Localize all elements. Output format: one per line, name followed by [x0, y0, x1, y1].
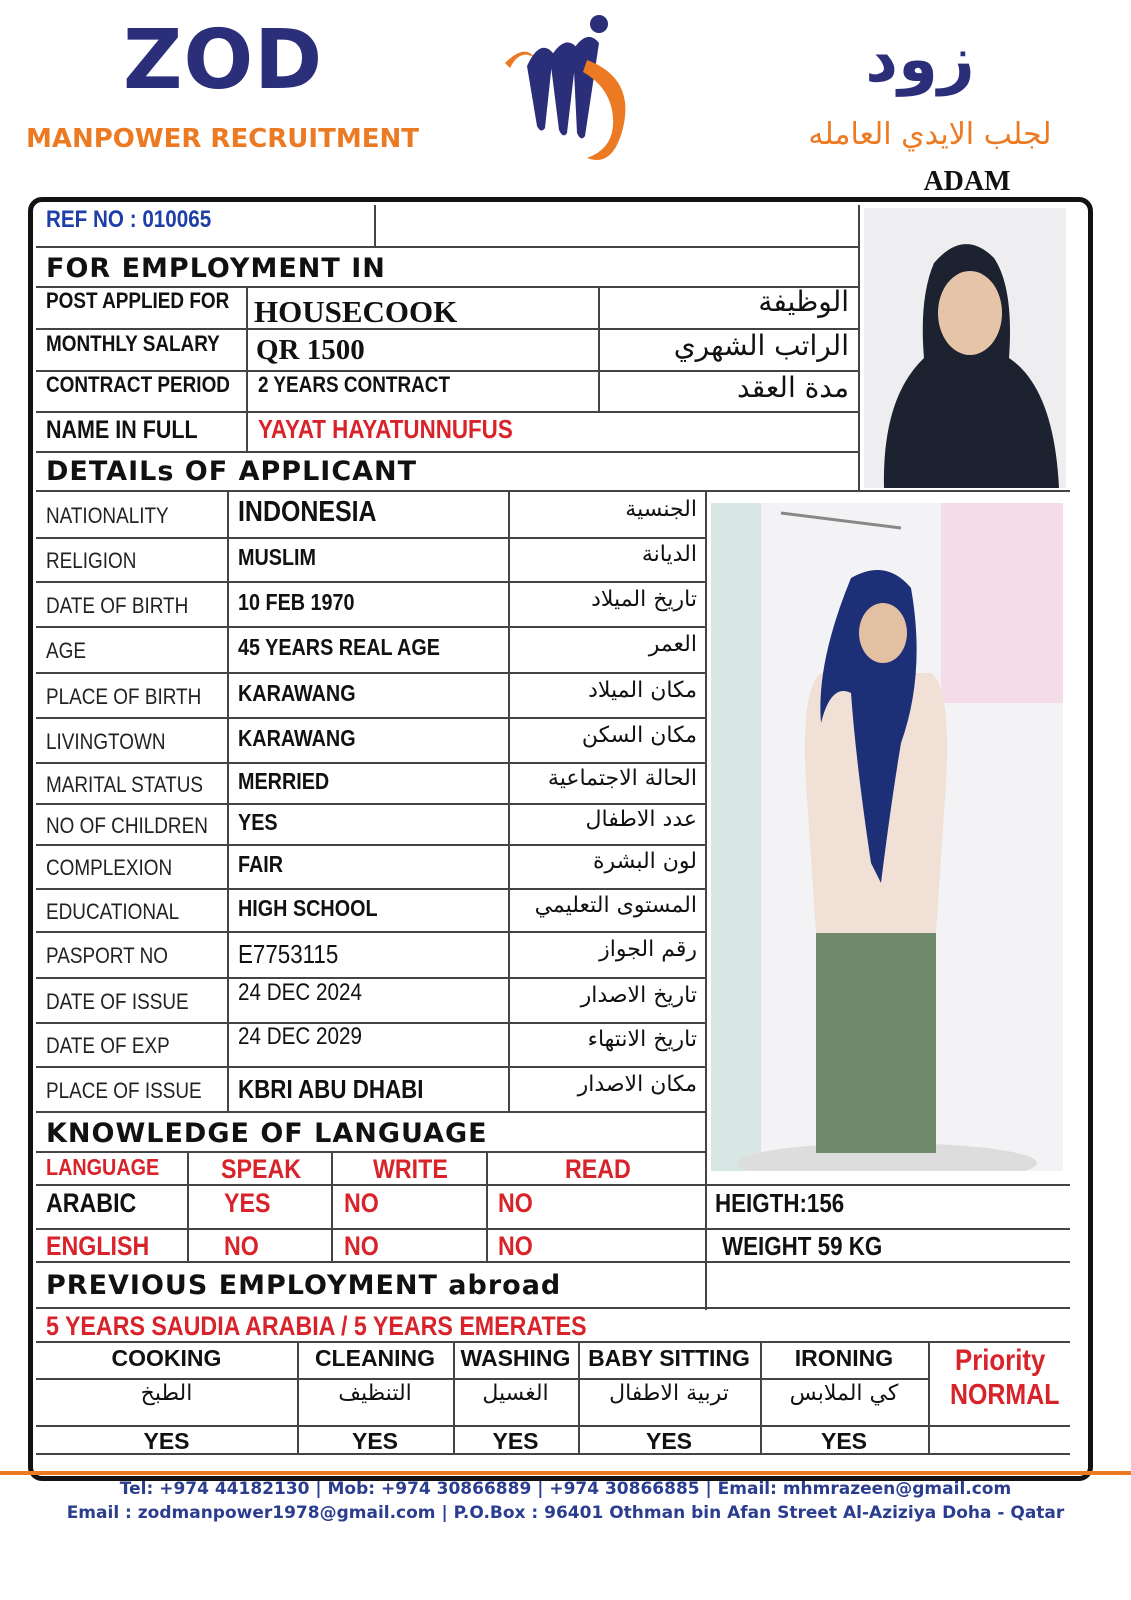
- footer-address-line: Email : zodmanpower1978@gmail.com | P.O.Box : 96401 Othman bin Afan Street Al-Aziziya Doha - Qatar: [66, 1503, 1065, 1523]
- skill-value: YES: [351, 1428, 399, 1454]
- skill-name-ar: الطبخ: [140, 1381, 193, 1406]
- row-divider: [36, 672, 706, 674]
- skill-name: CLEANING: [314, 1345, 436, 1371]
- detail-label: MARITAL STATUS: [46, 772, 203, 797]
- detail-label: PASPORT NO: [46, 943, 168, 968]
- language-heading: KNOWLEDGE OF LANGUAGE: [46, 1118, 488, 1149]
- agent-name: ADAM: [923, 166, 1011, 197]
- detail-label-ar: الحالة الاجتماعية: [547, 766, 697, 791]
- lang-row-write: NO: [344, 1188, 379, 1218]
- contract-ar: مدة العقد: [737, 371, 849, 404]
- post-applied-label: POST APPLIED FOR: [46, 288, 230, 313]
- skill-value: YES: [645, 1428, 693, 1454]
- detail-value: MUSLIM: [238, 544, 317, 570]
- post-applied-ar: الوظيفة: [758, 285, 849, 318]
- salary-value: QR 1500: [256, 334, 365, 366]
- lang-row-speak: NO: [224, 1231, 259, 1261]
- employment-heading: FOR EMPLOYMENT IN: [46, 253, 386, 284]
- lang-row-read: NO: [498, 1188, 533, 1218]
- post-applied-value: HOUSECOOK: [254, 294, 458, 329]
- detail-label-ar: مكان السكن: [581, 723, 697, 748]
- row-divider: [36, 931, 706, 933]
- lang-col-speak: SPEAK: [221, 1154, 302, 1184]
- detail-label: AGE: [46, 638, 86, 663]
- lang-row-language: ARABIC: [46, 1188, 137, 1218]
- row-divider: [36, 626, 706, 628]
- full-name-value: YAYAT HAYATUNNUFUS: [258, 414, 513, 444]
- skill-value: YES: [820, 1428, 868, 1454]
- applicant-full-photo: [711, 503, 1063, 1171]
- row-divider: [36, 581, 706, 583]
- detail-label: COMPLEXION: [46, 855, 173, 880]
- lang-row-read: NO: [498, 1231, 533, 1261]
- height-value: HEIGTH:156: [715, 1188, 845, 1218]
- detail-label-ar: الجنسية: [625, 497, 697, 522]
- detail-label-ar: مكان الميلاد: [588, 678, 697, 703]
- row-divider: [36, 803, 706, 805]
- details-heading: DETAILs OF APPLICANT: [46, 456, 418, 487]
- row-divider: [36, 977, 706, 979]
- detail-label-ar: تاريخ الاصدار: [580, 983, 697, 1008]
- row-divider: [36, 717, 706, 719]
- detail-value: 10 FEB 1970: [238, 589, 355, 615]
- detail-label-ar: العمر: [648, 632, 697, 657]
- salary-ar: الراتب الشهري: [673, 329, 849, 362]
- detail-label: PLACE OF ISSUE: [46, 1078, 202, 1103]
- row-divider: [36, 537, 706, 539]
- skill-name: WASHING: [460, 1345, 571, 1371]
- company-logo-icon: [495, 8, 645, 178]
- skill-name: BABY SITTING: [588, 1345, 750, 1371]
- detail-label-ar: الديانة: [641, 542, 697, 567]
- previous-employment-value: 5 YEARS SAUDIA ARABIA / 5 YEARS EMERATES: [46, 1311, 587, 1341]
- detail-label: DATE OF EXP: [46, 1033, 170, 1058]
- priority-label: Priority: [955, 1344, 1046, 1377]
- contract-value: 2 YEARS CONTRACT: [258, 372, 451, 397]
- detail-value: 24 DEC 2029: [238, 1023, 362, 1050]
- previous-employment-heading: PREVIOUS EMPLOYMENT abroad: [46, 1270, 562, 1301]
- lang-row-write: NO: [344, 1231, 379, 1261]
- lang-col-language: LANGUAGE: [46, 1154, 160, 1180]
- detail-value: INDONESIA: [238, 496, 377, 528]
- detail-value: E7753115: [238, 939, 339, 969]
- row-divider: [36, 888, 706, 890]
- detail-label-ar: عدد الاطفال: [585, 807, 697, 832]
- detail-value: KBRI ABU DHABI: [238, 1074, 424, 1104]
- footer-divider: [0, 1471, 1131, 1475]
- detail-value: YES: [238, 809, 278, 835]
- footer-contact-line: Tel: +974 44182130 | Mob: +974 30866889 | +974 30866885 | Email: mhmrazeen@gmail.com: [119, 1479, 1012, 1499]
- ref-number: REF NO : 010065: [46, 206, 212, 233]
- skill-name-ar: تربية الاطفال: [609, 1381, 729, 1406]
- detail-value: 24 DEC 2024: [238, 979, 362, 1006]
- salary-label: MONTHLY SALARY: [46, 331, 220, 356]
- skill-name: IRONING: [794, 1345, 894, 1371]
- row-divider: [36, 1022, 706, 1024]
- detail-label-ar: مكان الاصدار: [577, 1072, 697, 1097]
- detail-value: MERRIED: [238, 768, 330, 794]
- row-divider: [36, 1066, 706, 1068]
- detail-label: PLACE OF BIRTH: [46, 684, 202, 709]
- detail-label-ar: لون البشرة: [593, 849, 697, 874]
- detail-value: 45 YEARS REAL AGE: [238, 634, 440, 660]
- lang-col-read: READ: [565, 1154, 631, 1184]
- detail-label-ar: رقم الجواز: [599, 937, 697, 962]
- row-divider: [36, 762, 706, 764]
- brand-name-en: ZOD: [123, 13, 324, 108]
- lang-col-write: WRITE: [373, 1154, 448, 1184]
- skill-name: COOKING: [111, 1345, 222, 1371]
- brand-subtitle-en: MANPOWER RECRUITMENT: [26, 124, 419, 154]
- row-divider: [36, 844, 706, 846]
- priority-value: NORMAL: [950, 1379, 1060, 1411]
- detail-label: NO OF CHILDREN: [46, 813, 208, 838]
- applicant-headshot: [864, 208, 1066, 488]
- detail-label: LIVINGTOWN: [46, 729, 166, 754]
- detail-value: FAIR: [238, 851, 284, 877]
- skill-name-ar: كي الملابس: [789, 1381, 899, 1406]
- detail-label-ar: تاريخ الانتهاء: [587, 1027, 697, 1052]
- skill-value: YES: [492, 1428, 539, 1454]
- detail-label-ar: تاريخ الميلاد: [591, 587, 697, 612]
- detail-value: KARAWANG: [238, 725, 356, 751]
- weight-value: WEIGHT 59 KG: [722, 1231, 883, 1261]
- contract-label: CONTRACT PERIOD: [46, 372, 230, 397]
- skill-name-ar: التنظيف: [338, 1381, 412, 1406]
- detail-value: HIGH SCHOOL: [238, 895, 378, 921]
- detail-label-ar: المستوى التعليمي: [534, 893, 697, 918]
- detail-label: DATE OF BIRTH: [46, 593, 189, 618]
- full-name-label: NAME IN FULL: [46, 416, 198, 444]
- detail-label: RELIGION: [46, 548, 137, 573]
- detail-value: KARAWANG: [238, 680, 356, 706]
- detail-label: NATIONALITY: [46, 503, 169, 528]
- lang-row-language: ENGLISH: [46, 1231, 150, 1261]
- skill-name-ar: الغسيل: [482, 1381, 549, 1406]
- lang-row-speak: YES: [224, 1188, 271, 1218]
- detail-label: DATE OF ISSUE: [46, 989, 189, 1014]
- detail-label: EDUCATIONAL: [46, 899, 180, 924]
- brand-name-ar: زود: [865, 23, 975, 97]
- brand-subtitle-ar: لجلب الايدي العامله: [808, 117, 1052, 152]
- skill-value: YES: [143, 1428, 190, 1454]
